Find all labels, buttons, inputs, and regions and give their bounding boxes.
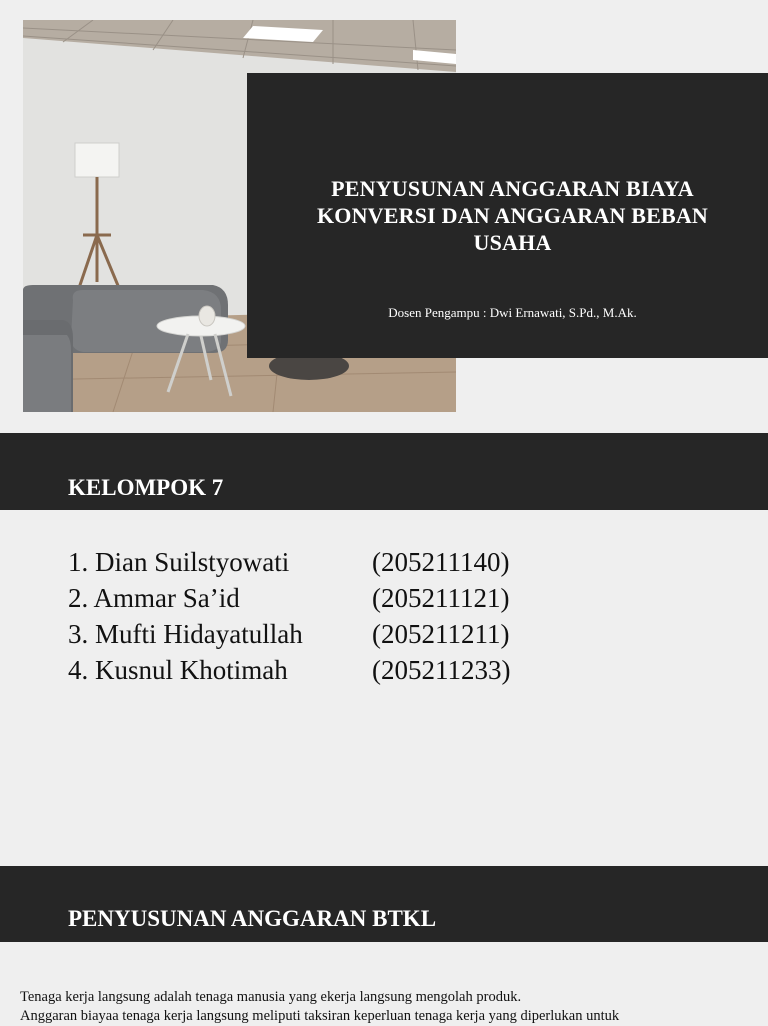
btkl-heading: PENYUSUNAN ANGGARAN BTKL [68, 906, 437, 931]
member-name: 2. Ammar Sa’id [68, 583, 240, 613]
title-box [247, 73, 768, 358]
paragraph-line: Tenaga kerja langsung adalah tenaga manusia yang ekerja langsung mengolah produk. [20, 989, 522, 1005]
list-item [68, 653, 568, 689]
list-item [68, 545, 568, 581]
member-name: 4. Kusnul Khotimah [68, 655, 288, 685]
member-id: (205211211) [372, 619, 510, 649]
group-heading: KELOMPOK 7 [68, 475, 224, 500]
group-header-band [0, 433, 768, 510]
member-name: 1. Dian Suilstyowati [68, 547, 290, 577]
member-name: 3. Mufti Hidayatullah [68, 619, 303, 649]
member-id: (205211140) [372, 547, 510, 577]
paragraph-line: Anggaran biayaa tenaga kerja langsung meliputi taksiran keperluan tenaga kerja yang diperlukan untuk [20, 1008, 620, 1024]
presentation-title: PENYUSUNAN ANGGARAN BIAYA KONVERSI DAN ANGGARAN BEBAN USAHA [316, 176, 709, 255]
member-list [68, 545, 568, 689]
member-id: (205211121) [372, 583, 510, 613]
member-id: (205211233) [372, 655, 511, 685]
btkl-paragraph [20, 988, 760, 1026]
btkl-header-band [0, 866, 768, 942]
lecturer-subtitle: Dosen Pengampu : Dwi Ernawati, S.Pd., M.Ak. [388, 305, 637, 320]
list-item [68, 617, 568, 653]
title-slide [0, 0, 768, 430]
list-item [68, 581, 568, 617]
